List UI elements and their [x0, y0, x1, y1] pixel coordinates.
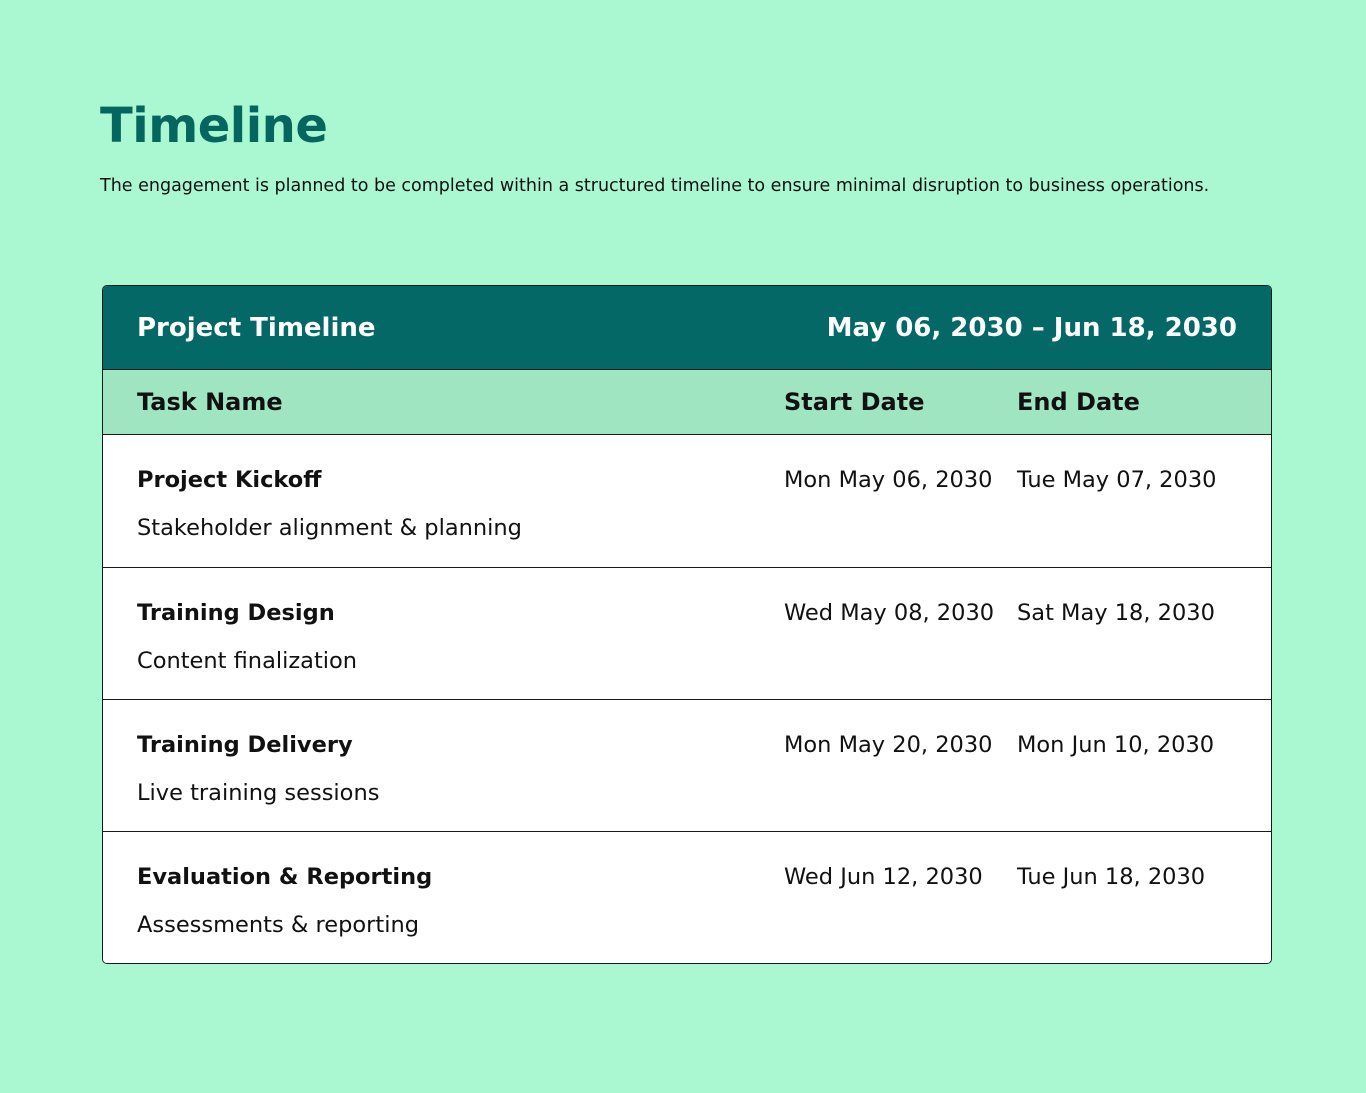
- table-row: [103, 699, 1271, 831]
- task-cell: [137, 465, 784, 567]
- task-cell: [137, 730, 784, 831]
- timeline-section: [100, 96, 1272, 938]
- timeline-table: [102, 285, 1272, 964]
- table-title: Project Timeline: [137, 312, 376, 343]
- start-date: Wed May 08, 2030: [784, 600, 995, 626]
- end-date: Tue Jun 18, 2030: [1017, 864, 1206, 890]
- column-header-start: Start Date: [784, 388, 925, 416]
- task-description: Live training sessions: [137, 780, 380, 806]
- column-header-row: [103, 369, 1271, 435]
- table-row: [103, 831, 1271, 963]
- table-row: [103, 567, 1271, 699]
- task-description: Content finalization: [137, 648, 358, 674]
- task-name: Project Kickoff: [137, 467, 322, 493]
- table-header: [103, 286, 1271, 369]
- intro-paragraph: The engagement is planned to be completed within a structured timeline to ensure minimal disruption to business operations.: [100, 176, 1210, 196]
- task-name: Training Design: [137, 600, 335, 626]
- start-date: Mon May 06, 2030: [784, 467, 993, 493]
- end-date: Mon Jun 10, 2030: [1017, 732, 1215, 758]
- page-title: Timeline: [100, 98, 328, 154]
- task-description: Assessments & reporting: [137, 912, 420, 938]
- start-date: Mon May 20, 2030: [784, 732, 993, 758]
- column-header-end: End Date: [1017, 388, 1140, 416]
- task-cell: [137, 598, 784, 699]
- table-date-range: May 06, 2030 – Jun 18, 2030: [826, 312, 1237, 343]
- column-header-task: Task Name: [137, 388, 283, 416]
- end-date: Sat May 18, 2030: [1017, 600, 1215, 626]
- task-description: Stakeholder alignment & planning: [137, 515, 522, 541]
- task-cell: [137, 862, 784, 963]
- task-name: Evaluation & Reporting: [137, 864, 433, 890]
- task-name: Training Delivery: [137, 732, 353, 758]
- table-row: [103, 435, 1271, 567]
- end-date: Tue May 07, 2030: [1017, 467, 1217, 493]
- start-date: Wed Jun 12, 2030: [784, 864, 983, 890]
